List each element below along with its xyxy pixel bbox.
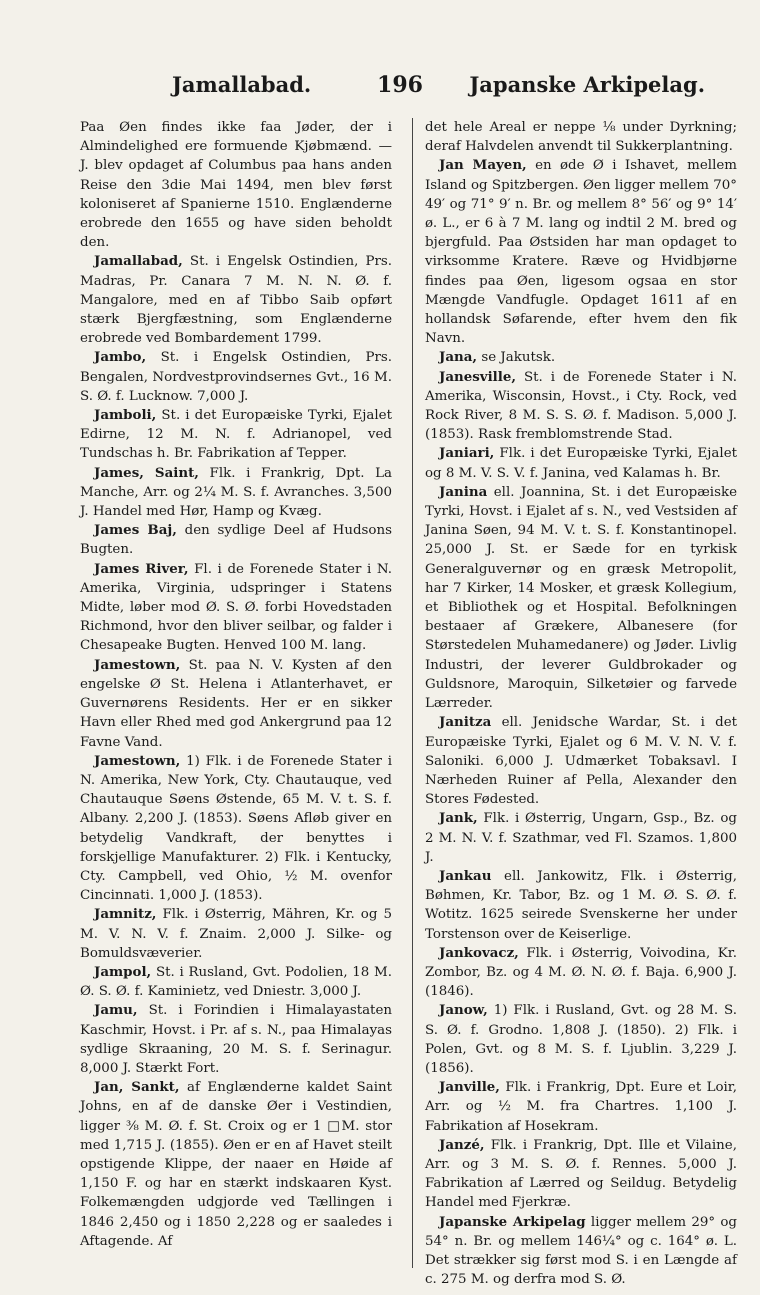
- entry-text: Flk. i Frankrig, Dpt. Ille et Vilaine, Arr. og 3 M. S. Ø. f. Rennes. 5,000 J. Fabrikation af Lærred og Seildug. Betydelig Handel med Fjerkræ.: [425, 1137, 737, 1211]
- dictionary-entry: [80, 406, 392, 464]
- dictionary-entry: [425, 867, 737, 944]
- entry-headword: Jank,: [439, 810, 478, 827]
- entry-text: 1) Flk. i Rusland, Gvt. og 28 M. S. S. Ø. f. Grodno. 1,808 J. (1850). 2) Flk. i Polen, Gvt. og 8 M. S. f. Ljublin. 3,229 J. (1856).: [425, 1003, 737, 1076]
- entry-headword: Jamu,: [94, 1002, 138, 1019]
- dictionary-entry: [80, 963, 392, 1001]
- dictionary-entry: [80, 252, 392, 348]
- dictionary-entry: [80, 118, 392, 252]
- entry-text: 1) Flk. i de Forenede Stater i N. Amerika, New York, Cty. Chautauque, ved Chautauque Søens Østende, 65 M. V. t. S. f. Albany. 2,200 J. (1853). Søens Afløb giver en betydelig Vandkraft, der benyttes i forskjellige Manufakturer. 2) Flk. i Kentucky, Cty. Campbell, ved Ohio, ½ M. ovenfor Cincinnati. 1,000 J. (1853).: [80, 753, 392, 904]
- entry-text: ell. Jenidsche Wardar, St. i det Europæiske Tyrki, Ejalet og 6 M. V. N. V. f. Saloniki. 6,000 J. Udmærket Tobaksavl. I Nærheden Ruiner af Pella, Alexander den Stores Fødested.: [425, 715, 737, 808]
- entry-headword: Janville,: [439, 1079, 500, 1096]
- dictionary-entry: [425, 1078, 737, 1136]
- entry-text: St. i Engelsk Ostindien, Prs. Bengalen, Nordvestprovindsernes Gvt., 16 M. S. Ø. f. Lucknow. 7,000 J.: [80, 350, 392, 404]
- entry-headword: Janesville,: [439, 368, 517, 385]
- dictionary-entry: [80, 521, 392, 559]
- dictionary-entry: [80, 656, 392, 752]
- page-header: [80, 72, 720, 102]
- entry-text: ligger mellem 29° og 54° n. Br. og mellem 146¼° og c. 164° ø. L. Det strækker sig først mod S. i en Længde af c. 275 M. og derfra mod S. Ø.: [425, 1214, 737, 1288]
- dictionary-entry: [425, 483, 737, 713]
- dictionary-entry: [80, 1001, 392, 1078]
- dictionary-entry: [80, 348, 392, 406]
- entry-text: St. i Forindien i Himalayastaten Kaschmir, Hovst. i Pr. af s. N., paa Himalayas sydlige Skraaning, 20 M. S. f. Serinagur. 8,000 J. Stærkt Fort.: [80, 1003, 392, 1076]
- entry-text: St. i det Europæiske Tyrki, Ejalet Edirne, 12 M. N. f. Adrianopel, ved Tundschas h. Br. Fabrikation af Tepper.: [80, 408, 392, 462]
- entry-text: Flk. i Østerrig, Voivodina, Kr. Zombor, Bz. og 4 M. Ø. N. Ø. f. Baja. 6,900 J. (1846).: [425, 945, 737, 1000]
- entry-text: Flk. i Østerrig, Ungarn, Gsp., Bz. og 2 M. N. V. f. Szathmar, ved Fl. Szamos. 1,800 J.: [425, 811, 737, 865]
- entry-headword: Jan Mayen,: [439, 157, 527, 174]
- dictionary-entry: [425, 713, 737, 809]
- entry-text: Paa Øen findes ikke faa Jøder, der i Almindelighed ere formuende Kjøbmænd. — J. blev opdaget af Columbus paa hans anden Reise den 3die Mai 1494, men blev først koloniseret af Spanierne 1510. Englænderne erobrede den 1655 og have siden beholdt den.: [80, 120, 392, 251]
- entry-headword: Janina: [439, 483, 488, 500]
- entry-headword: Jambo,: [94, 349, 147, 366]
- entry-text: St. i Engelsk Ostindien, Prs. Madras, Pr. Canara 7 M. N. N. Ø. f. Mangalore, med en af Tibbo Saib opført stærk Bjergfæstning, som Englænderne erobrede ved Bombardement 1799.: [80, 254, 392, 347]
- entry-headword: Jamestown,: [94, 656, 181, 673]
- dictionary-entry: [425, 809, 737, 867]
- dictionary-entry: [425, 156, 737, 348]
- dictionary-entry: [80, 752, 392, 906]
- entry-text: ell. Joannina, St. i det Europæiske Tyrki, Hovst. i Ejalet af s. N., ved Vestsiden af Janina Søen, 94 M. V. t. S. f. Konstantinopel. 25,000 J. St. er Sæde for en tyrkisk Generalguvernør og en græsk Metropolit, har 7 Kirker, 14 Mosker, et græsk Kollegium, et Bibliothek og et Hospital. Befolkningen bestaaer af Grækere, Albanesere (for Størstedelen Muhamedanere) og Jøder. Livlig Industri, der leverer Guldbrokader og Guldsnore, Maroquin, Silketøier og farvede Lærreder.: [425, 484, 737, 712]
- entry-text: Fl. i de Forenede Stater i N. Amerika, Virginia, udspringer i Statens Midte, løber mod Ø. S. Ø. forbi Hovedstaden Richmond, hvor den bliver seilbar, og falder i Chesapeake Bugten. Henved 100 M. lang.: [80, 561, 392, 654]
- dictionary-entry: [425, 368, 737, 445]
- dictionary-entry: [80, 464, 392, 522]
- entry-headword: James, Saint,: [94, 464, 199, 481]
- entry-text: den sydlige Deel af Hudsons Bugten.: [80, 523, 392, 558]
- entry-text: Flk. i Frankrig, Dpt. Eure et Loir, Arr. og ½ M. fra Chartres. 1,100 J. Fabrikation af Hosekram.: [425, 1080, 737, 1134]
- entry-headword: James River,: [94, 560, 189, 577]
- dictionary-entry: [425, 1213, 737, 1290]
- entry-text: Flk. i det Europæiske Tyrki, Ejalet og 8 M. V. S. V. f. Janina, ved Kalamas h. Br.: [425, 446, 737, 481]
- header-left-guide-word: Jamallabad.: [172, 72, 312, 97]
- column-divider: [412, 118, 413, 1268]
- dictionary-entry: [80, 560, 392, 656]
- header-right-guide-word: Japanske Arkipelag.: [469, 72, 705, 97]
- dictionary-entry: [80, 905, 392, 963]
- entry-headword: Japanske Arkipelag: [439, 1213, 586, 1230]
- entry-headword: Janzé,: [439, 1136, 485, 1153]
- entry-text: en øde Ø i Ishavet, mellem Island og Spitzbergen. Øen ligger mellem 70° 49′ og 71° 9′ n. Br. og mellem 8° 56′ og 9° 14′ ø. L., er 6 à 7 M. lang og indtil 2 M. bred og bjergfuld. Paa Østsiden har man opdaget to virksomme Kratere. Ræve og Hvidbjørne findes paa Øen, ligesom ogsaa en stor Mængde Vandfugle. Opdaget 1611 af en hollandsk Søfarende, efter hvem den fik Navn.: [425, 158, 737, 347]
- dictionary-entry: [425, 444, 737, 482]
- left-column: [80, 118, 392, 1251]
- entry-text: af Englænderne kaldet Saint Johns, en af de danske Øer i Vestindien, ligger ⅜ M. Ø. f. St. Croix og er 1 □M. stor med 1,715 J. (1855). Øen er en af Havet steilt opstigende Klippe, der naaer en Høide af 1,150 F. og har en stærkt indskaaren Kyst. Folkemængden udgjorde ved Tællingen i 1846 2,450 og i 1850 2,228 og er saaledes i Aftagende. Af: [80, 1080, 393, 1249]
- entry-headword: Jamestown,: [94, 752, 181, 769]
- entry-text: Flk. i Østerrig, Mähren, Kr. og 5 M. V. N. V. f. Znaim. 2,000 J. Silke- og Bomuldsvæverier.: [80, 907, 392, 961]
- dictionary-entry: [425, 1136, 737, 1213]
- entry-text: St. i de Forenede Stater i N. Amerika, Wisconsin, Hovst., i Cty. Rock, ved Rock River, 8 M. S. S. Ø. f. Madison. 5,000 J. (1853). Rask fremblomstrende Stad.: [425, 369, 737, 443]
- entry-headword: Jampol,: [94, 963, 152, 980]
- page-number: 196: [377, 72, 423, 98]
- entry-text: se Jakutsk.: [477, 350, 556, 366]
- right-column: [425, 118, 737, 1289]
- entry-headword: Jamboli,: [94, 407, 157, 424]
- entry-text: St. paa N. V. Kysten af den engelske Ø St. Helena i Atlanterhavet, er Guvernørens Residents. Her er en sikker Havn eller Rhed med god Ankergrund paa 12 Favne Vand.: [80, 657, 392, 750]
- entry-text: det hele Areal er neppe ⅛ under Dyrkning; deraf Halvdelen anvendt til Sukkerplantning.: [425, 120, 737, 155]
- entry-headword: Janow,: [439, 1002, 488, 1019]
- entry-headword: Jan, Sankt,: [94, 1079, 180, 1096]
- entry-headword: Janiari,: [439, 445, 495, 462]
- entry-headword: Jana,: [439, 349, 478, 366]
- entry-text: Flk. i Frankrig, Dpt. La Manche, Arr. og 2¼ M. S. f. Avranches. 3,500 J. Handel med Hør, Hamp og Kvæg.: [80, 465, 392, 520]
- entry-headword: James Baj,: [94, 522, 177, 539]
- dictionary-entry: [425, 118, 737, 156]
- entry-headword: Jankovacz,: [439, 944, 519, 961]
- entry-headword: Jamnitz,: [94, 906, 157, 923]
- dictionary-entry: [80, 1078, 392, 1251]
- entry-headword: Jankau: [439, 867, 492, 884]
- dictionary-entry: [425, 348, 737, 367]
- dictionary-entry: [425, 1001, 737, 1078]
- entry-text: St. i Rusland, Gvt. Podolien, 18 M. Ø. S. Ø. f. Kaminietz, ved Dniestr. 3,000 J.: [80, 964, 392, 1000]
- dictionary-entry: [425, 944, 737, 1002]
- entry-text: ell. Jankowitz, Flk. i Østerrig, Bøhmen, Kr. Tabor, Bz. og 1 M. Ø. S. Ø. f. Wotitz. 1625 seirede Svenskerne her under Torstenson over de Keiserlige.: [425, 868, 737, 942]
- entry-headword: Jamallabad,: [94, 253, 183, 270]
- entry-headword: Janitza: [439, 714, 492, 731]
